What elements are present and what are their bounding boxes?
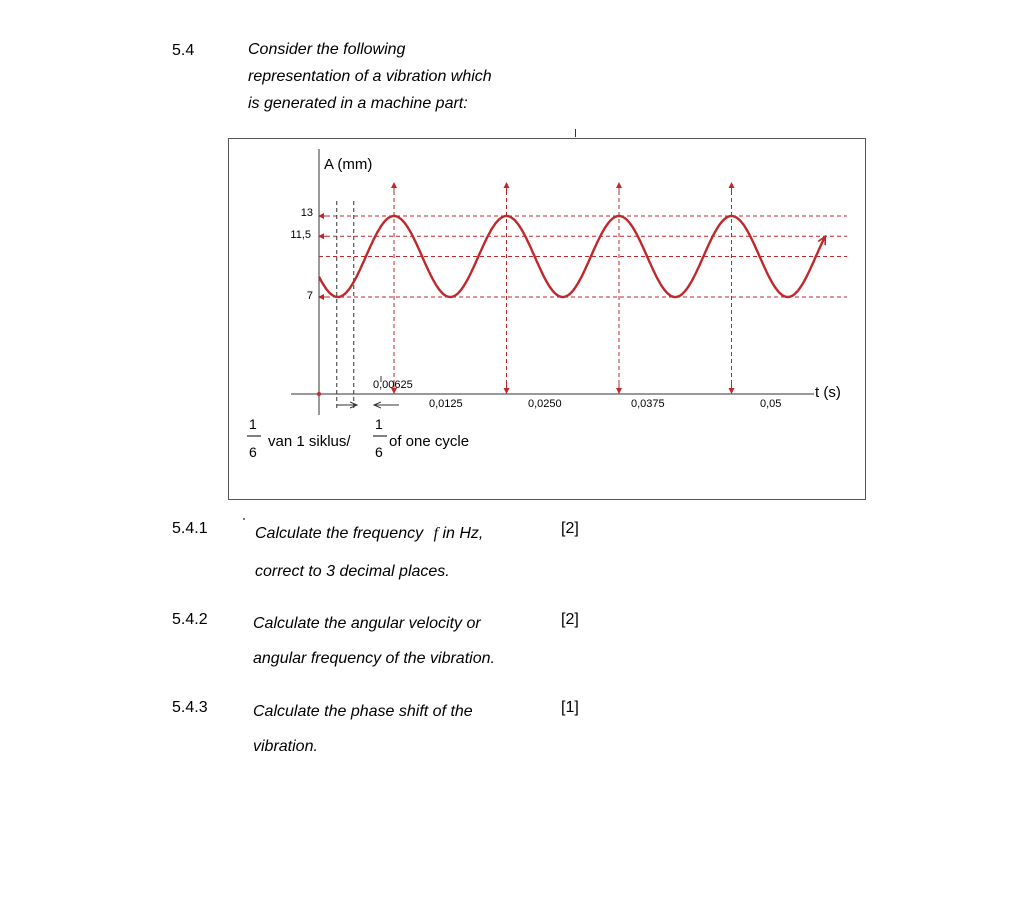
- annotation-text-english: of one cycle: [389, 433, 470, 450]
- subquestion-5-4-2-line-2: angular frequency of the vibration.: [253, 650, 495, 667]
- intro-line-3: is generated in a machine part:: [248, 95, 468, 112]
- annotation-text-afrikaans: van 1 siklus/: [268, 433, 351, 450]
- guide-lines: [319, 185, 847, 411]
- x-tick-0-00625: 0,00625: [373, 379, 413, 391]
- subquestion-5-4-3-line-1: Calculate the phase shift of the: [253, 703, 473, 720]
- question-number: 5.4: [172, 42, 195, 59]
- subquestion-5-4-3-marks: [1]: [561, 699, 579, 716]
- subquestion-5-4-1-text: [255, 515, 483, 591]
- subquestion-5-4-2-marks: [2]: [561, 611, 579, 628]
- subquestion-5-4-3-text: [253, 694, 473, 764]
- fraction-2-denominator: 6: [375, 444, 383, 460]
- subquestion-5-4-3-number: 5.4.3: [172, 699, 208, 716]
- subquestion-5-4-1-line-1-end: in Hz,: [438, 525, 484, 542]
- fraction-1-numerator: 1: [249, 416, 257, 432]
- frequency-symbol: f: [433, 525, 439, 542]
- subquestion-5-4-1-line-1-start: Calculate the frequency: [255, 525, 424, 542]
- x-tick-0-05: 0,05: [760, 398, 782, 410]
- intro-line-1: Consider the following: [248, 41, 406, 58]
- question-intro: [248, 36, 492, 117]
- subquestion-5-4-1-line-2: correct to 3 decimal places.: [255, 563, 450, 580]
- fraction-1-denominator: 6: [249, 444, 257, 460]
- x-axis-label: t (s): [815, 384, 841, 401]
- vibration-graph: [229, 139, 865, 499]
- subquestion-5-4-1-line-1: [255, 515, 483, 553]
- subquestion-5-4-1-marks: [2]: [561, 520, 579, 537]
- subquestion-5-4-2-line-1: Calculate the angular velocity or: [253, 615, 481, 632]
- fraction-2-numerator: 1: [375, 416, 383, 432]
- subquestion-5-4-2-text: [253, 606, 495, 676]
- vibration-figure: [228, 138, 866, 500]
- y-axis-label: A (mm): [324, 156, 373, 173]
- subquestion-5-4-1-number: 5.4.1: [172, 520, 208, 537]
- y-tick-7: 7: [306, 290, 313, 302]
- x-tick-0-0375: 0,0375: [631, 398, 665, 410]
- subquestion-5-4-2-number: 5.4.2: [172, 611, 208, 628]
- one-sixth-annotation: [247, 416, 469, 460]
- origin-dot: [317, 392, 321, 396]
- page-dot-mark: [243, 518, 245, 520]
- y-tick-13: 13: [300, 207, 313, 219]
- subquestion-5-4-3-line-2: vibration.: [253, 738, 318, 755]
- x-tick-0-0125: 0,0125: [429, 398, 463, 410]
- intro-line-2: representation of a vibration which: [248, 68, 492, 85]
- x-tick-0-0250: 0,0250: [528, 398, 562, 410]
- y-tick-11-5: 11,5: [290, 229, 311, 241]
- page-tick-mark: [575, 129, 576, 137]
